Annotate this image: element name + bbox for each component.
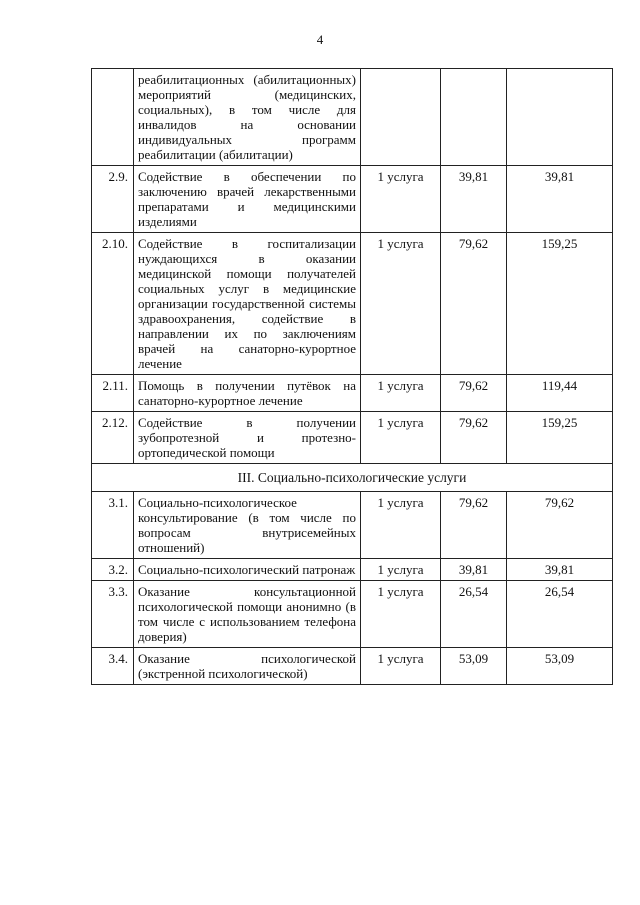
service-unit: 1 услуга xyxy=(361,648,441,685)
row-number xyxy=(92,69,134,166)
service-unit: 1 услуга xyxy=(361,492,441,559)
service-name: Помощь в получении путёвок на санаторно-курортное лечение xyxy=(134,375,361,412)
row-number: 3.4. xyxy=(92,648,134,685)
services-table xyxy=(91,68,613,685)
row-number: 2.10. xyxy=(92,233,134,375)
service-total: 26,54 xyxy=(507,581,613,648)
service-total: 79,62 xyxy=(507,492,613,559)
table-row xyxy=(92,581,613,648)
service-total: 159,25 xyxy=(507,233,613,375)
service-unit: 1 услуга xyxy=(361,375,441,412)
row-number: 3.1. xyxy=(92,492,134,559)
service-price xyxy=(441,69,507,166)
service-total: 39,81 xyxy=(507,166,613,233)
service-unit: 1 услуга xyxy=(361,581,441,648)
service-unit: 1 услуга xyxy=(361,559,441,581)
table-row xyxy=(92,559,613,581)
service-unit: 1 услуга xyxy=(361,412,441,464)
service-price: 39,81 xyxy=(441,559,507,581)
table-row xyxy=(92,69,613,166)
service-total xyxy=(507,69,613,166)
row-number: 2.12. xyxy=(92,412,134,464)
service-name: Содействие в получении зубопротезной и протезно-ортопедической помощи xyxy=(134,412,361,464)
section-header-row xyxy=(92,464,613,492)
service-unit: 1 услуга xyxy=(361,166,441,233)
row-number: 2.9. xyxy=(92,166,134,233)
service-name: Содействие в обеспечении по заключению врачей лекарственными препаратами и медицинскими изделиями xyxy=(134,166,361,233)
service-price: 26,54 xyxy=(441,581,507,648)
service-price: 79,62 xyxy=(441,492,507,559)
page-number: 4 xyxy=(316,32,324,47)
row-number: 2.11. xyxy=(92,375,134,412)
service-price: 53,09 xyxy=(441,648,507,685)
service-price: 39,81 xyxy=(441,166,507,233)
section-title: III. Социально-психологические услуги xyxy=(92,464,613,492)
service-name: Социально-психологический патронаж xyxy=(134,559,361,581)
table-row xyxy=(92,375,613,412)
table-row xyxy=(92,492,613,559)
row-number: 3.2. xyxy=(92,559,134,581)
service-total: 53,09 xyxy=(507,648,613,685)
service-name: Оказание психологической (экстренной психологической) xyxy=(134,648,361,685)
table-row xyxy=(92,166,613,233)
table-row xyxy=(92,233,613,375)
service-unit: 1 услуга xyxy=(361,233,441,375)
table-row xyxy=(92,648,613,685)
service-total: 159,25 xyxy=(507,412,613,464)
service-price: 79,62 xyxy=(441,233,507,375)
service-name: Содействие в госпитализации нуждающихся в оказании медицинской помощи получателей социальных услуг в медицинские организации государственной системы здравоохранения, содействие в направлении их по заключениям врачей на санаторно-курортное лечение xyxy=(134,233,361,375)
service-name: реабилитационных (абилитационных) мероприятий (медицинских, социальных), в том числе для инвалидов на основании индивидуальных программ реабилитации (абилитации) xyxy=(134,69,361,166)
service-price: 79,62 xyxy=(441,375,507,412)
service-price: 79,62 xyxy=(441,412,507,464)
service-unit xyxy=(361,69,441,166)
service-name: Оказание консультационной психологической помощи анонимно (в том числе с использованием телефона доверия) xyxy=(134,581,361,648)
table-row xyxy=(92,412,613,464)
service-total: 119,44 xyxy=(507,375,613,412)
service-name: Социально-психологическое консультирование (в том числе по вопросам внутрисемейных отношений) xyxy=(134,492,361,559)
service-total: 39,81 xyxy=(507,559,613,581)
row-number: 3.3. xyxy=(92,581,134,648)
